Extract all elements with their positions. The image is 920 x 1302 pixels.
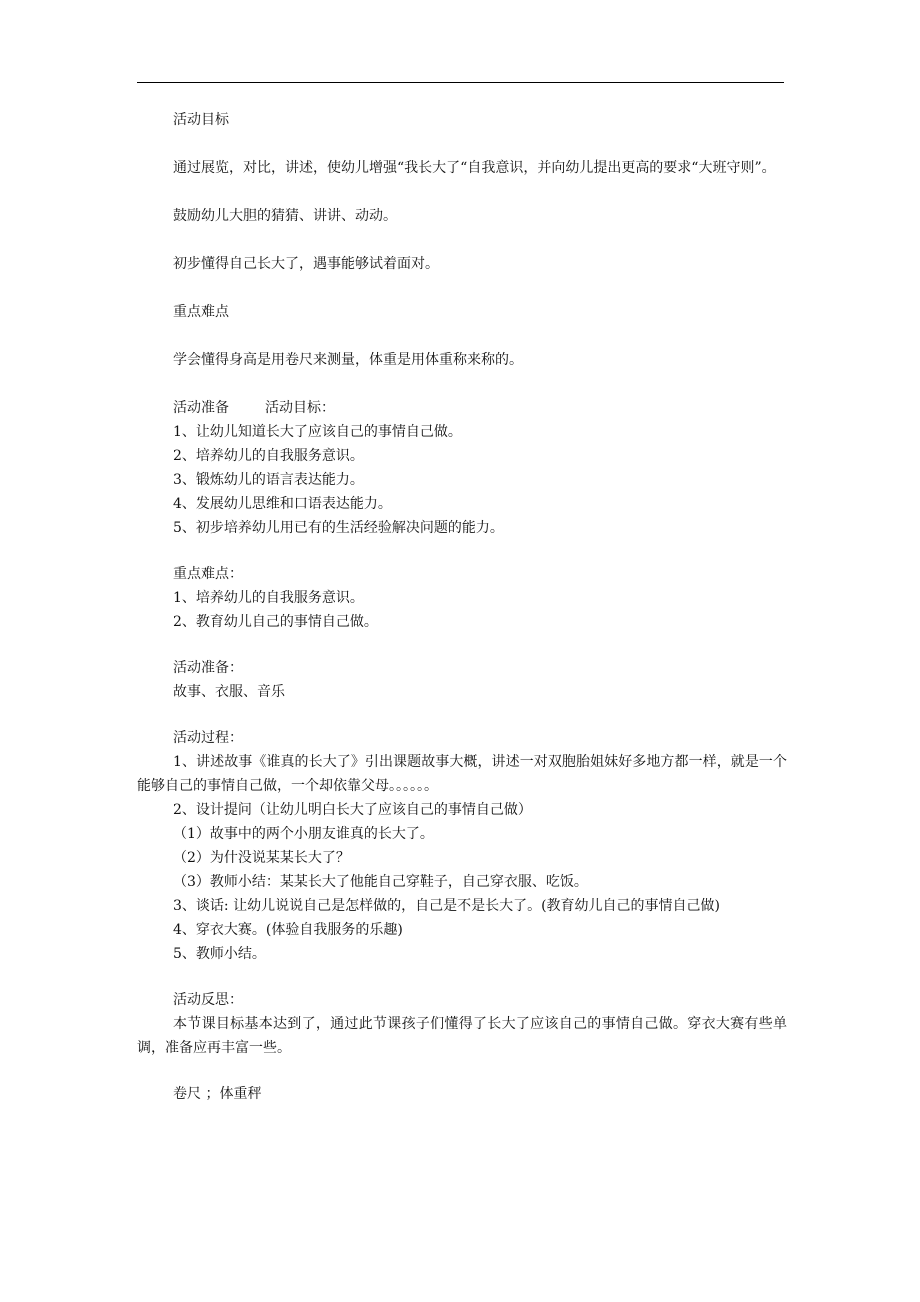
goal-paragraph: 初步懂得自己长大了，遇事能够试着面对。 [173,256,439,272]
goals-label: 活动目标： [265,400,335,416]
keypoint-paragraph: 学会懂得身高是用卷尺来测量，体重是用体重称来称的。 [173,352,523,368]
section-title-keypoints: 重点难点 [173,304,229,320]
process-title: 活动过程： [173,730,243,746]
prep-label: 活动准备 [173,400,229,416]
keypoints-title: 重点难点： [173,566,243,582]
prep-title: 活动准备： [173,660,243,676]
section-title-goals: 活动目标 [173,112,229,128]
goal-item: 5、初步培养幼儿用已有的生活经验解决问题的能力。 [173,520,504,536]
keypoint-item: 2、教育幼儿自己的事情自己做。 [173,614,378,630]
section-title-prep-goals [137,396,787,420]
reflection-title: 活动反思： [173,992,243,1008]
process-substep: （3）教师小结：某某长大了他能自己穿鞋子，自己穿衣服、吃饭。 [173,874,588,890]
goal-paragraph: 鼓励幼儿大胆的猜猜、讲讲、动动。 [173,208,397,224]
process-step: 4、穿衣大赛。(体验自我服务的乐趣) [173,922,403,938]
process-substep: （1）故事中的两个小朋友谁真的长大了。 [173,826,434,842]
prep-items: 故事、衣服、音乐 [173,684,285,700]
keypoint-item: 1、培养幼儿的自我服务意识。 [173,590,364,606]
goal-item: 3、锻炼幼儿的语言表达能力。 [173,472,364,488]
tools-line: 卷尺 ；体重秤 [173,1086,262,1102]
process-step: 1、讲述故事《谁真的长大了》引出课题故事大概，讲述一对双胞胎姐妹好多地方都一样，就是一个能够自己的事情自己做，一个却依靠父母。。。。。。 [137,754,787,794]
header-rule [137,82,784,83]
goal-item: 1、让幼儿知道长大了应该自己的事情自己做。 [173,424,462,440]
reflection-text: 本节课目标基本达到了，通过此节课孩子们懂得了长大了应该自己的事情自己做。穿衣大赛有些单调，准备应再丰富一些。 [137,1016,787,1056]
process-step: 5、教师小结。 [173,946,266,962]
goal-item: 2、培养幼儿的自我服务意识。 [173,448,364,464]
process-step: 2、设计提问（让幼儿明白长大了应该自己的事情自己做） [173,802,532,818]
goal-item: 4、发展幼儿思维和口语表达能力。 [173,496,392,512]
process-substep: （2）为什没说某某长大了？ [173,850,350,866]
document-body [137,108,787,1106]
goal-paragraph: 通过展览，对比，讲述，使幼儿增强“我长大了“自我意识，并向幼儿提出更高的要求“大班守则”。 [173,160,776,176]
process-step: 3、谈话: 让幼儿说说自己是怎样做的，自己是不是长大了。(教育幼儿自己的事情自己做) [173,898,720,914]
